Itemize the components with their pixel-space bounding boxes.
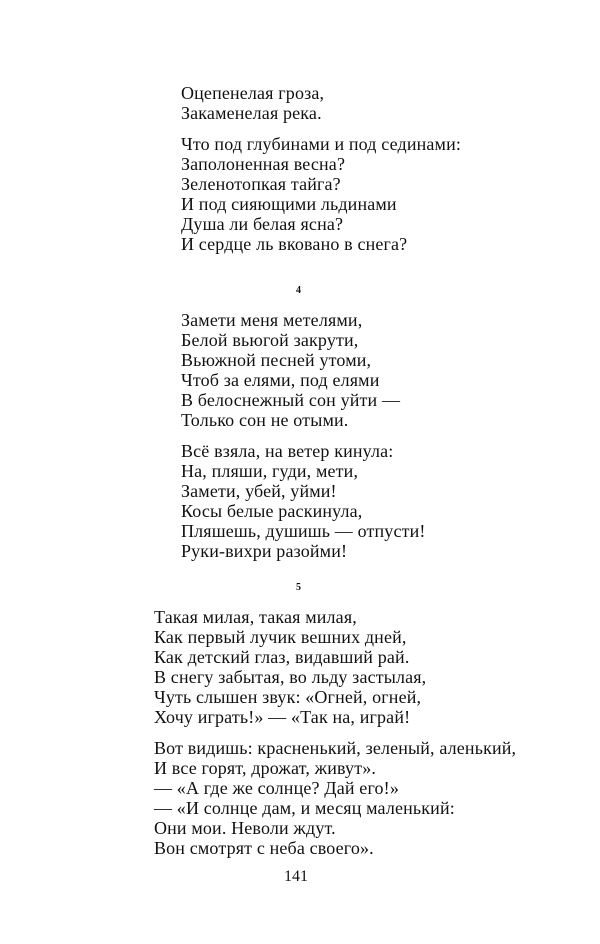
poem-line: На, пляши, гуди, мети, [181,461,359,481]
poem-line: Закаменелая река. [181,103,322,123]
poem-line: — «И солнце дам, и месяц маленький: [154,798,455,818]
poem-line: Как детский глаз, видавший рай. [154,647,410,667]
poem-line: Вон смотрят с неба своего». [154,838,374,858]
poem-line: Хочу играть!» — «Так на, играй! [154,707,411,727]
poem-line: Косы белые раскинула, [181,501,363,521]
poem-line: Как первый лучик вешних дней, [154,627,407,647]
poem-line: В снегу забытая, во льду застылая, [154,667,427,687]
poem-line: Руки-вихри разойми! [181,541,348,561]
poem-line: Оцепенелая гроза, [181,83,325,103]
poem-line: Вот видишь: красненький, зеленый, аленький, [154,738,517,758]
poem-line: И сердце ль вковано в снега? [181,234,408,254]
poem-line: Замети меня метелями, [181,310,363,330]
section-number: 4 [296,285,301,296]
poem-line: Такая милая, такая милая, [154,607,357,627]
poem-line: Они мои. Неволи ждут. [154,818,336,838]
poem-line: Зеленотопкая тайга? [181,174,341,194]
poem-line: Заполоненная весна? [181,154,346,174]
poem-line: Только сон не отыми. [181,410,349,430]
poem-line: Пляшешь, душишь — отпусти! [181,521,426,541]
poem-line: Чуть слышен звук: «Огней, огней, [154,687,422,707]
poem-line: И все горят, дрожат, живут». [154,758,377,778]
poem-line: Всё взяла, на ветер кинула: [181,441,394,461]
poem-line: Душа ли белая ясна? [181,214,344,234]
poem-line: Вьюжной песней утоми, [181,350,372,370]
poem-line: Белой вьюгой закрути, [181,330,359,350]
poem-line: Что под глубинами и под сединами: [181,134,462,154]
poem-line: Замети, убей, уйми! [181,481,337,501]
poem-line: В белоснежный сон уйти — [181,390,401,410]
poem-line: И под сияющими льдинами [181,194,397,214]
poem-line: — «А где же солнце? Дай его!» [154,778,399,798]
page-number: 141 [284,868,308,885]
section-number: 5 [296,582,301,593]
poem-line: Чтоб за елями, под елями [181,370,380,390]
